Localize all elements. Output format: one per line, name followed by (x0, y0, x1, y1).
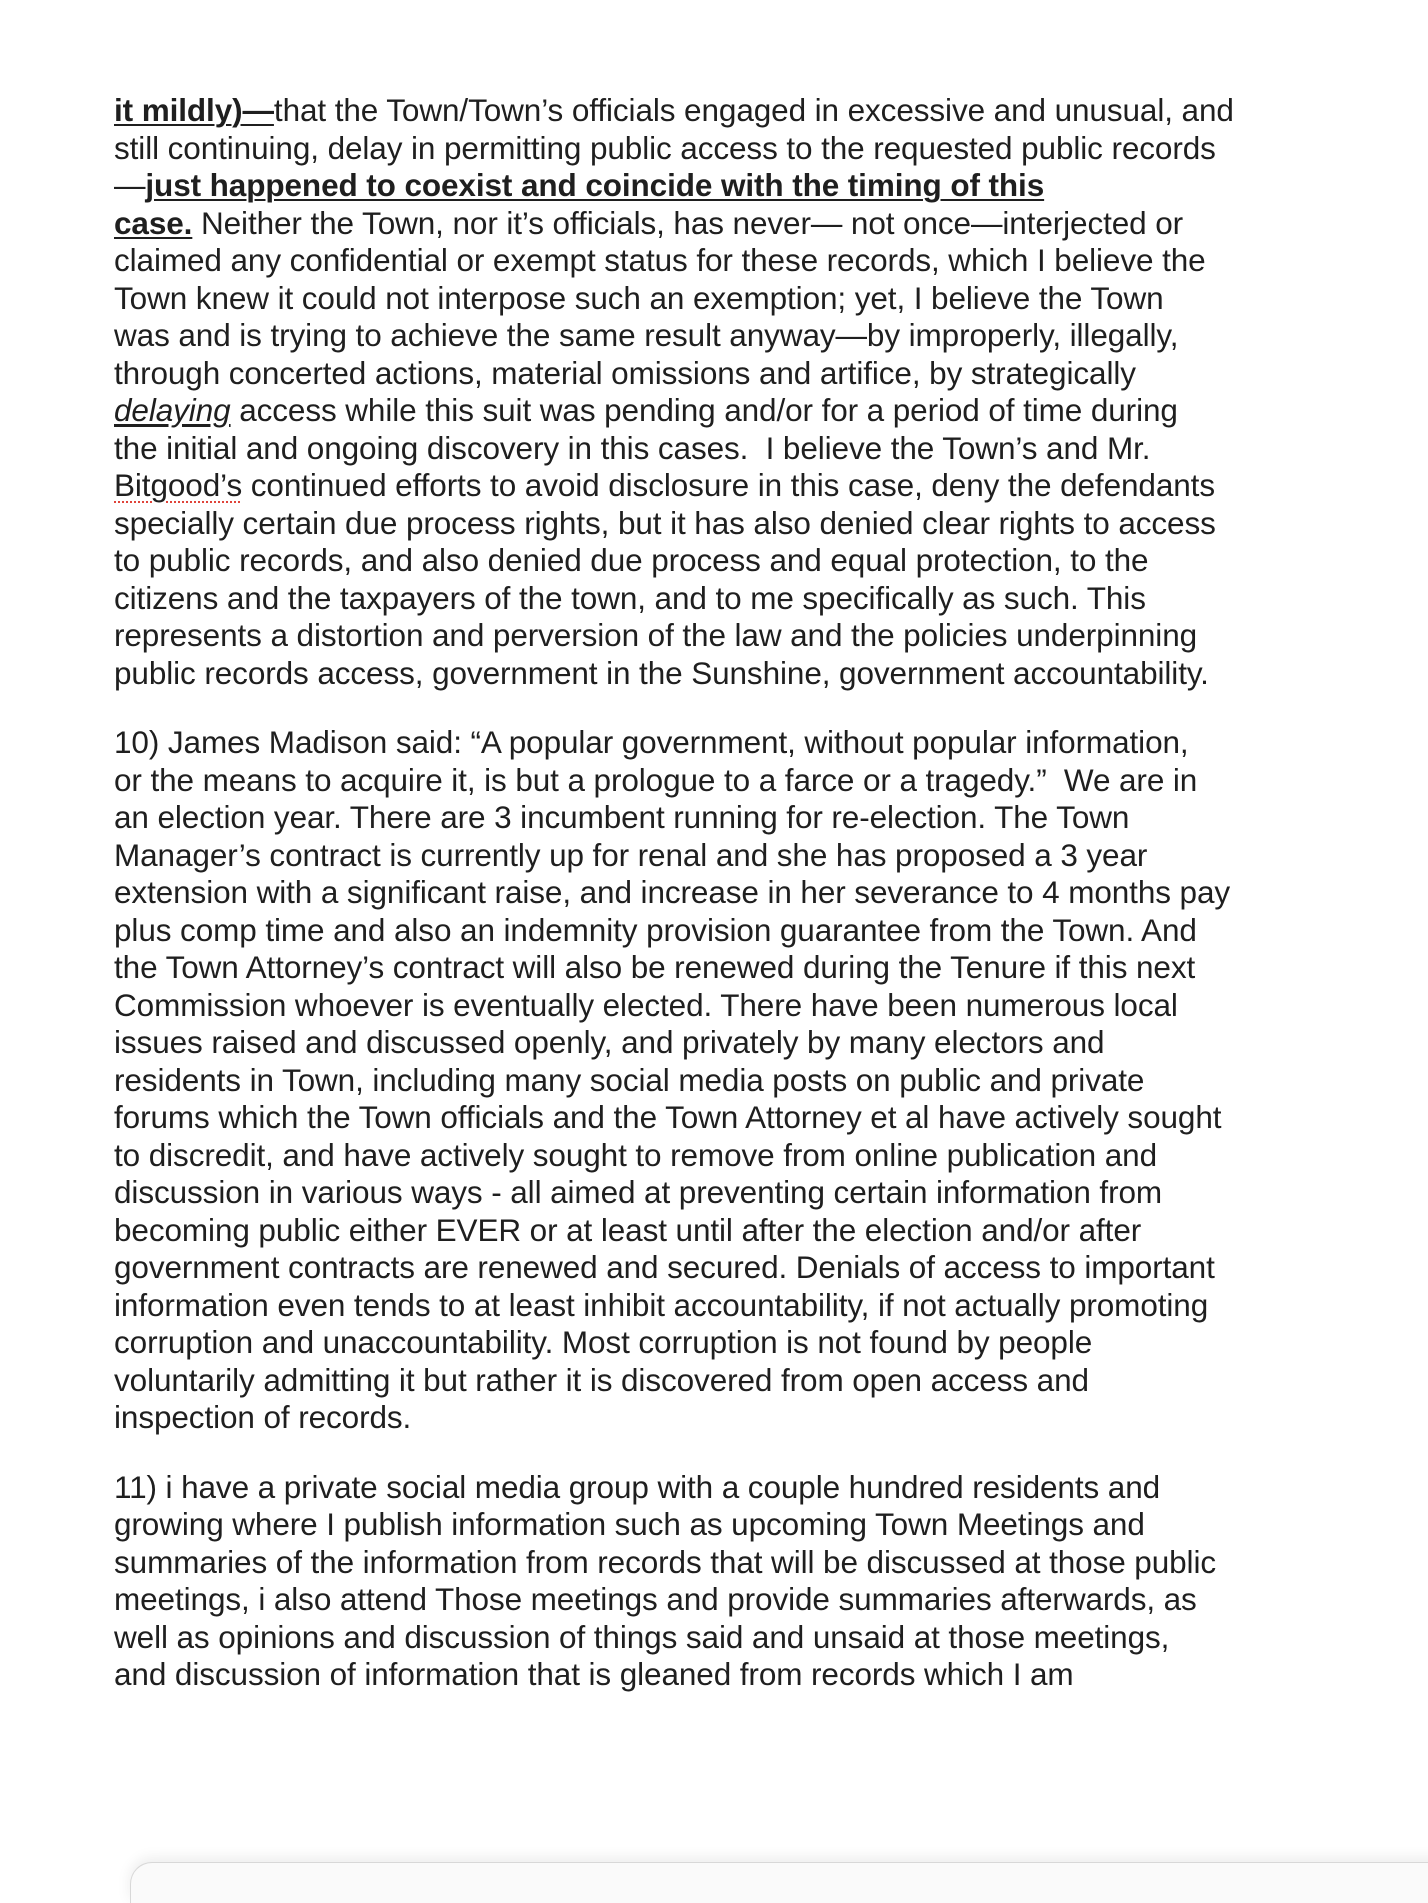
text-run: continued efforts to avoid disclosure in this case, deny the defendants (242, 467, 1215, 503)
text-line: well as opinions and discussion of things said and unsaid at those meetings, (114, 1618, 1170, 1655)
text-line: Commission whoever is eventually elected. There have been numerous local (114, 986, 1178, 1023)
text-line: to discredit, and have actively sought to remove from online publication and (114, 1136, 1158, 1173)
text-line: meetings, i also attend Those meetings and provide summaries afterwards, as (114, 1581, 1197, 1617)
text-run: Neither the Town, nor it’s officials, has never— not once—interjected or (192, 204, 1184, 241)
text-line (114, 392, 1294, 430)
text-line: Manager’s contract is currently up for renal and she has proposed a 3 year (114, 836, 1148, 873)
text-line: corruption and unaccountability. Most corruption is not found by people (114, 1324, 1093, 1360)
spellcheck-flagged-word[interactable]: Bitgood’s (114, 467, 243, 503)
text-line: citizens and the taxpayers of the town, and to me specifically as such. This (114, 579, 1146, 616)
text-line: specially certain due process rights, but it has also denied clear rights to access (114, 504, 1216, 541)
text-line: still continuing, delay in permitting public access to the requested public records (114, 129, 1216, 166)
bold-underlined-text: just happened to coexist and coincide with the timing of this (145, 167, 1045, 203)
text-line: residents in Town, including many social media posts on public and private (114, 1061, 1145, 1098)
text-line: summaries of the information from records that will be discussed at those public (114, 1543, 1216, 1580)
text-run: that the Town/Town’s officials engaged in excessive and unusual, and (273, 92, 1234, 128)
text-line: was and is trying to achieve the same result anyway—by improperly, illegally, (114, 317, 1179, 353)
paragraph-10 (114, 724, 1294, 1437)
paragraph-11 (114, 1469, 1294, 1694)
document-body (114, 92, 1294, 1726)
text-line: issues raised and discussed openly, and privately by many electors and (114, 1024, 1105, 1060)
bold-underlined-text: it mildly)— (114, 92, 274, 128)
text-line (114, 205, 1294, 243)
paragraph-9 (114, 92, 1294, 692)
text-line (114, 92, 1294, 130)
text-line: or the means to acquire it, is but a prologue to a farce or a tragedy.” We are in (114, 761, 1198, 798)
text-line: plus comp time and also an indemnity provision guarantee from the Town. And (114, 911, 1197, 948)
text-line: claimed any confidential or exempt status for these records, which I believe the (114, 242, 1206, 278)
text-line (114, 167, 1294, 205)
italic-underlined-text: delaying (114, 392, 231, 428)
bottom-panel-edge (130, 1862, 1428, 1903)
text-line: becoming public either EVER or at least until after the election and/or after (114, 1211, 1142, 1248)
text-line: public records access, government in the Sunshine, government accountability. (114, 654, 1209, 691)
text-line: discussion in various ways - all aimed at preventing certain information from (114, 1174, 1163, 1210)
text-line: and discussion of information that is gleaned from records which I am (114, 1656, 1074, 1692)
text-run: access while this suit was pending and/or for a period of time during (230, 392, 1178, 428)
text-line (114, 467, 1294, 505)
text-line: extension with a significant raise, and increase in her severance to 4 months pay (114, 874, 1231, 910)
text-line: to public records, and also denied due process and equal protection, to the (114, 542, 1149, 578)
text-line: 10) James Madison said: “A popular government, without popular information, (114, 724, 1189, 760)
text-line: through concerted actions, material omissions and artifice, by strategically (114, 354, 1136, 391)
text-line: represents a distortion and perversion of the law and the policies underpinning (114, 617, 1198, 653)
text-line: information even tends to at least inhibit accountability, if not actually promoting (114, 1286, 1209, 1323)
text-line: the Town Attorney’s contract will also be renewed during the Tenure if this next (114, 949, 1196, 985)
text-line: an election year. There are 3 incumbent running for re-election. The Town (114, 799, 1130, 835)
text-line: government contracts are renewed and secured. Denials of access to important (114, 1249, 1215, 1285)
text-line: growing where I publish information such as upcoming Town Meetings and (114, 1506, 1145, 1542)
text-line: forums which the Town officials and the Town Attorney et al have actively sought (114, 1099, 1222, 1135)
text-line: 11) i have a private social media group with a couple hundred residents and (114, 1468, 1161, 1505)
text-line: Town knew it could not interpose such an exemption; yet, I believe the Town (114, 279, 1164, 316)
text-line: voluntarily admitting it but rather it is discovered from open access and (114, 1361, 1089, 1398)
text-line: the initial and ongoing discovery in this cases. I believe the Town’s and Mr. (114, 429, 1151, 466)
bold-underlined-text: case. (114, 204, 193, 241)
text-run: — (114, 167, 146, 203)
text-line: inspection of records. (114, 1399, 412, 1435)
